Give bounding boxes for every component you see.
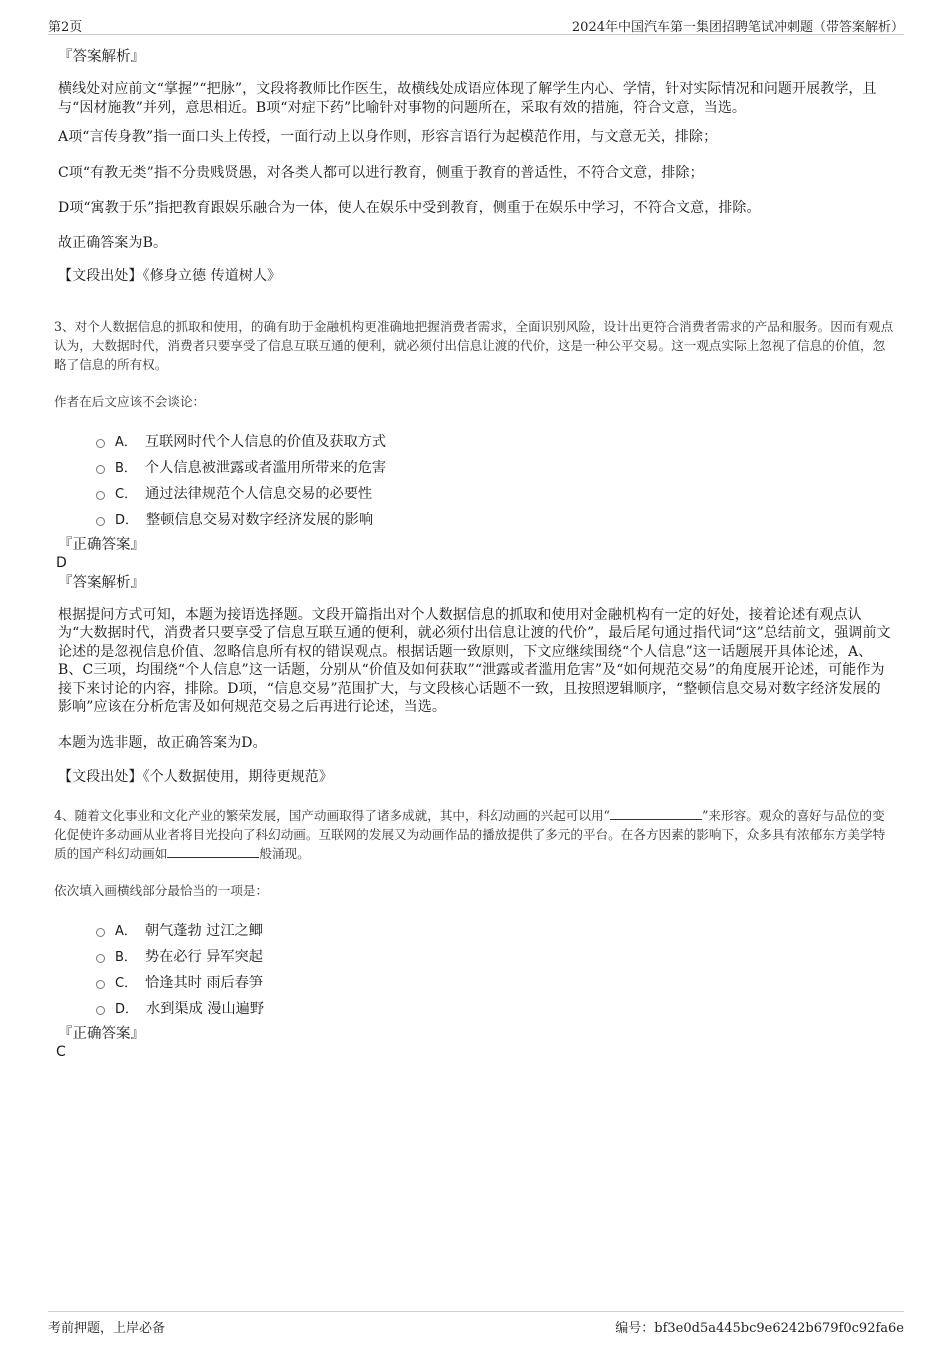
radio-button-icon[interactable] [96,517,105,526]
radio-button-icon[interactable] [96,491,105,500]
analysis-paragraph: 根据提问方式可知，本题为接语选择题。文段开篇指出对个人数据信息的抓取和使用对金融机构有一定的好处，接着论述有观点认为“大数据时代，消费者只要享受了信息互联互通的便利，就必须付出信息让渡的代价”，最后尾句通过指代词“这”总结前文，强调前文论述的是忽视信息价值、忽略信息所有权的错误观点。根据话题一致原则，下文应继续围绕“个人信息”这一话题展开具体论述，A、B、C三项，均围绕“个人信息”这一话题，分别从“价值及如何获取”“泄露或者滥用危害”及“如何规范交易”的角度展开论述，可能作为接下来讨论的内容，排除。D项，“信息交易”范围扩大，与文段核心话题不一致，且按照逻辑顺序，“整顿信息交易对数字经济发展的影响”应该在分析危害及如何规范交易之后再进行论述，当选。 [58,606,891,715]
page-header [48,14,904,35]
radio-button-icon[interactable] [96,439,105,448]
radio-button-icon[interactable] [96,1006,105,1015]
question-prompt: 作者在后文应该不会谈论： [54,393,206,409]
option-text: 个人信息被泄露或者滥用所带来的危害 [144,459,387,476]
option-list [96,428,894,532]
option-text: 通过法律规范个人信息交易的必要性 [145,485,373,502]
analysis-tag: 『答案解析』 [58,49,145,65]
option-text: 势在必行 异军突起 [144,948,263,965]
analysis-paragraph: D项“寓教于乐”指把教育跟娱乐融合为一体，使人在娱乐中受到教育，侧重于在娱乐中学习，不符合文意，排除。 [58,200,761,216]
option-d[interactable]: D． 水到渠成 漫山遍野 [96,995,894,1021]
document-id: 编号：bf3e0d5a445bc9e6242b679f0c92fa6e [615,1321,904,1336]
source-citation: 【文段出处】《修身立德 传道树人》 [58,268,282,284]
footer-slogan: 考前押题，上岸必备 [48,1321,166,1336]
question-stem: 4、随着文化事业和文化产业的繁荣发展，国产动画取得了诸多成就，其中，科幻动画的兴起可以用“ ”来形容。观众的喜好与品位的变化促使许多动画从业者将目光投向了科幻动画。互联网的发展又为动画作品的播放提供了多元的平台。在各方因素的影响下，众多具有浓郁东方美学特质的国产科幻动画如 般涌现。 [54,807,886,861]
analysis-tag: 『答案解析』 [58,574,145,591]
option-b[interactable]: B． 势在必行 异军突起 [96,943,894,969]
page-number: 第2页 [48,20,83,35]
radio-button-icon[interactable] [96,954,105,963]
radio-button-icon[interactable] [96,465,105,474]
analysis-paragraph: 横线处对应前文“掌握”“把脉”，文段将教师比作医生，故横线处成语应体现了解学生内心、学情，针对实际情况和问题开展教学，且与“因材施教”并列，意思相近。B项“对症下药”比喻针对事物的问题所在，采取有效的措施，符合文意，当选。 [58,81,877,116]
analysis-paragraph: C项“有教无类”指不分贵贱贤愚，对各类人都可以进行教育，侧重于教育的普适性，不符合文意，排除； [58,164,704,181]
option-text: 互联网时代个人信息的价值及获取方式 [144,433,387,450]
question-stem: 3、对个人数据信息的抓取和使用，的确有助于金融机构更准确地把握消费者需求，全面识别风险，设计出更符合消费者需求的产品和服务。因而有观点认为，大数据时代，消费者只要享受了信息互联互通的便利，就必须付出信息让渡的代价，这是一种公平交易。这一观点实际上忽视了信息的价值，忽略了信息的所有权。 [54,318,894,372]
analysis-conclusion: 故正确答案为B。 [58,234,168,251]
document-title: 2024年中国汽车第一集团招聘笔试冲刺题（带答案解析） [571,20,904,35]
option-text: 水到渠成 漫山遍野 [146,1000,265,1017]
option-b[interactable]: B． 个人信息被泄露或者滥用所带来的危害 [96,454,894,480]
option-a[interactable]: A． 互联网时代个人信息的价值及获取方式 [96,428,894,454]
option-d[interactable]: D． 整顿信息交易对数字经济发展的影响 [96,506,894,532]
option-text: 整顿信息交易对数字经济发展的影响 [146,511,374,528]
correct-answer: C [56,1043,66,1060]
option-c[interactable]: C． 恰逢其时 雨后春笋 [96,969,894,995]
option-list [96,917,894,1021]
correct-answer-tag: 『正确答案』 [58,1025,145,1042]
source-citation: 【文段出处】《个人数据使用，期待更规范》 [58,769,333,785]
option-c[interactable]: C． 通过法律规范个人信息交易的必要性 [96,480,894,506]
option-a[interactable]: A． 朝气蓬勃 过江之鲫 [96,917,894,943]
correct-answer: D [56,554,67,571]
page-footer [48,1311,904,1336]
question-prompt: 依次填入画横线部分最恰当的一项是： [54,882,269,898]
fill-blank [167,845,259,858]
option-text: 恰逢其时 雨后春笋 [145,974,264,991]
document-body [54,48,894,1061]
analysis-paragraph: A项“言传身教”指一面口头上传授，一面行动上以身作则，形容言语行为起模范作用，与文意无关，排除； [58,129,718,145]
option-text: 朝气蓬勃 过江之鲫 [144,922,263,939]
correct-answer-tag: 『正确答案』 [58,536,145,553]
radio-button-icon[interactable] [96,980,105,989]
fill-blank [610,807,702,820]
analysis-conclusion: 本题为选非题，故正确答案为D。 [58,734,267,751]
radio-button-icon[interactable] [96,928,105,937]
